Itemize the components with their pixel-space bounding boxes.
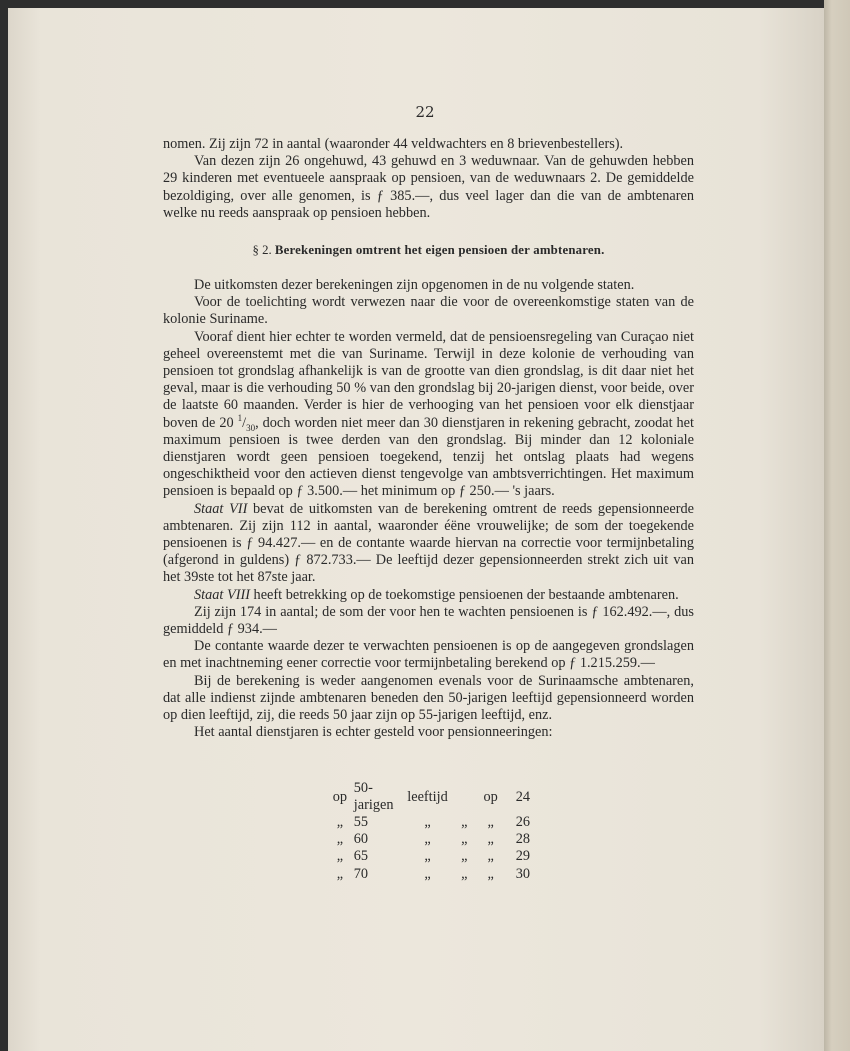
staat-vii-label: Staat VII — [194, 500, 248, 517]
p5-text: heeft betrekking op de toekomstige pensioenen der bestaande ambtenaren. — [249, 586, 679, 603]
table-cell: leeftijd — [407, 788, 448, 805]
body-paragraph-7: De contante waarde dezer te verwachten pensioenen is op de aangegeven grondslagen en met inachtneming eener correctie voor termijnbetaling berekend op ƒ 1.215.259.— — [163, 638, 694, 672]
table-cell: op — [483, 788, 498, 805]
table-cell: „ — [424, 814, 431, 831]
intro-paragraph-1: nomen. Zij zijn 72 in aantal (waaronder 44 veldwachters en 8 brievenbestellers). — [163, 136, 624, 152]
fraction-denominator: 30 — [246, 422, 256, 433]
service-years-table — [330, 780, 530, 883]
body-paragraph-5 — [163, 587, 694, 604]
table-cell: „ — [487, 848, 494, 865]
table-cell: 24 — [515, 788, 530, 805]
table-row — [330, 831, 530, 848]
table-cell: „ — [461, 831, 468, 848]
table-cell: 70 — [353, 865, 369, 882]
table-row — [330, 848, 530, 865]
table-cell — [448, 780, 481, 814]
body-paragraph-6: Zij zijn 174 in aantal; de som der voor hen te wachten pensioenen is ƒ 162.492.—, dus gemiddeld ƒ 934.— — [163, 603, 694, 638]
table-cell: 50-jarigen — [353, 780, 394, 813]
table-cell: 26 — [515, 814, 530, 831]
p3-text-after: , doch worden niet meer dan 30 dienstjaren in rekening gebracht, zoodat het maximum pensioen is twee derden van den grondslag. Bij minder dan 12 koloniale dienstjaren wordt geen pensioen toegekend, tenzij het ontslag plaats had wegens ongeschiktheid voor den actieven dienst tengevolge van ambtsverrichtingen. Het maximum pensioen is bepaald op ƒ 3.500.— het minimum op ƒ 250.— 's jaars. — [163, 414, 695, 500]
table-cell: „ — [461, 848, 468, 865]
table-cell: 60 — [353, 831, 369, 848]
intro-block — [163, 136, 694, 222]
body-paragraph-1: De uitkomsten dezer berekeningen zijn opgenomen in de nu volgende staten. — [194, 277, 635, 293]
table-row — [330, 866, 530, 883]
p4-text: bevat de uitkomsten van de berekening omtrent de reeds gepensionneerde ambtenaren. Zij zijn 112 in aantal, waaronder éëne vrouwelijke; de som der toegekende pensioenen is ƒ 94.427.— en de contante waarde hiervan na correctie voor termijnbetaling (afgerond in guldens) ƒ 872.733.— De leeftijd dezer gepensionneerden strekt zich uit van het 39ste tot het 87ste jaar. — [163, 500, 694, 586]
table-cell: „ — [461, 814, 468, 831]
table-cell: „ — [424, 865, 431, 882]
section-number: § 2. — [252, 243, 272, 257]
body-paragraph-2: Voor de toelichting wordt verwezen naar die voor de overeenkomstige staten van de kolonie Suriname. — [163, 294, 694, 328]
table-cell: 65 — [353, 848, 369, 865]
body-paragraph-3: Vooraf dient hier echter te worden vermeld, dat de pensioensregeling van Curaçao niet geheel overeenstemt met die van Suriname. Terwijl in deze kolonie de verhouding van pensioen tot grondslag afhankelijk is van de grootte van dien grondslag, is dit daar niet het geval, maar is die verhouding 50 % van den grondslag bij 20-jarigen dienst, voor beide, over de laatste 60 maanden. Verder is hier de verhooging van het pensioen voor elk dienstjaar boven de 20 $^1/_{30}$, doch worden niet meer dan 30 dienstjaren in rekening gebracht, zoodat het maximum pensioen is twee derden van den grondslag. Bij minder dan 12 koloniale dienstjaren wordt geen pensioen toegekend, tenzij het ontslag plaats had wegens ongeschiktheid voor den actieven dienst tengevolge van ambtsverrichtingen. Het maximum pensioen is bepaald op ƒ 3.500.— het minimum op ƒ 250.— 's jaars. — [163, 328, 695, 500]
fraction-numerator: 1 — [237, 412, 243, 423]
body-paragraph-8: Bij de berekening is weder aangenomen evenals voor de Surinaamsche ambtenaren, dat alle indienst zijnde ambtenaren beneden den 50-jarigen leeftijd gepensionneerd worden op dien leeftijd, zij, die reeds 50 jaar zijn op 55-jarigen leeftijd, enz. — [163, 672, 694, 724]
table-cell: 28 — [515, 831, 530, 848]
table-cell: 29 — [515, 848, 530, 865]
table-cell: „ — [336, 848, 344, 865]
p3-text-before: Vooraf dient hier echter te worden vermeld, dat de pensioensregeling van Curaçao niet geheel overeenstemt met die van Suriname. Terwijl in deze kolonie de verhouding van pensioen tot grondslag afhankelijk is van de grootte van dien grondslag, is dit daar niet het geval, maar is die verhouding 50 % van den grondslag bij 20-jarigen dienst, voor beide, over de laatste 60 maanden. Verder is hier de verhooging van het pensioen voor elk dienstjaar boven de 20 — [163, 328, 694, 431]
table-cell: op — [332, 788, 348, 805]
table-cell: 30 — [515, 865, 530, 882]
table-cell: „ — [461, 865, 468, 882]
table-cell: „ — [336, 814, 344, 831]
staat-viii-label: Staat VIII — [194, 586, 250, 603]
table-cell: „ — [487, 865, 494, 882]
table-cell: „ — [424, 848, 431, 865]
table-cell: „ — [487, 814, 494, 831]
table-row — [330, 780, 530, 814]
page-number: 22 — [415, 103, 435, 121]
table-cell: „ — [424, 831, 431, 848]
table-cell: 55 — [353, 814, 369, 831]
body-paragraph-4 — [163, 501, 694, 587]
table-cell: „ — [487, 831, 494, 848]
body-block — [163, 277, 694, 741]
table-row — [330, 814, 530, 831]
intro-paragraph-2: Van dezen zijn 26 ongehuwd, 43 gehuwd en 3 weduwnaar. Van de gehuwden hebben 29 kinderen met eventueele aanspraak op pensioen, van de weduwnaars 2. De gemiddelde bezoldiging, over alle genomen, is ƒ 385.—, dus veel lager dan die van de ambtenaren welke nu reeds aanspraak op pensioen hebben. — [163, 153, 694, 221]
body-paragraph-9: Het aantal dienstjaren is echter gesteld voor pensionneeringen: — [194, 724, 553, 741]
table-cell: „ — [336, 831, 344, 848]
section-heading — [163, 243, 694, 258]
next-page-edge — [824, 0, 850, 1051]
table-cell: „ — [336, 865, 344, 882]
section-title: Berekeningen omtrent het eigen pensioen der ambtenaren. — [274, 243, 605, 257]
